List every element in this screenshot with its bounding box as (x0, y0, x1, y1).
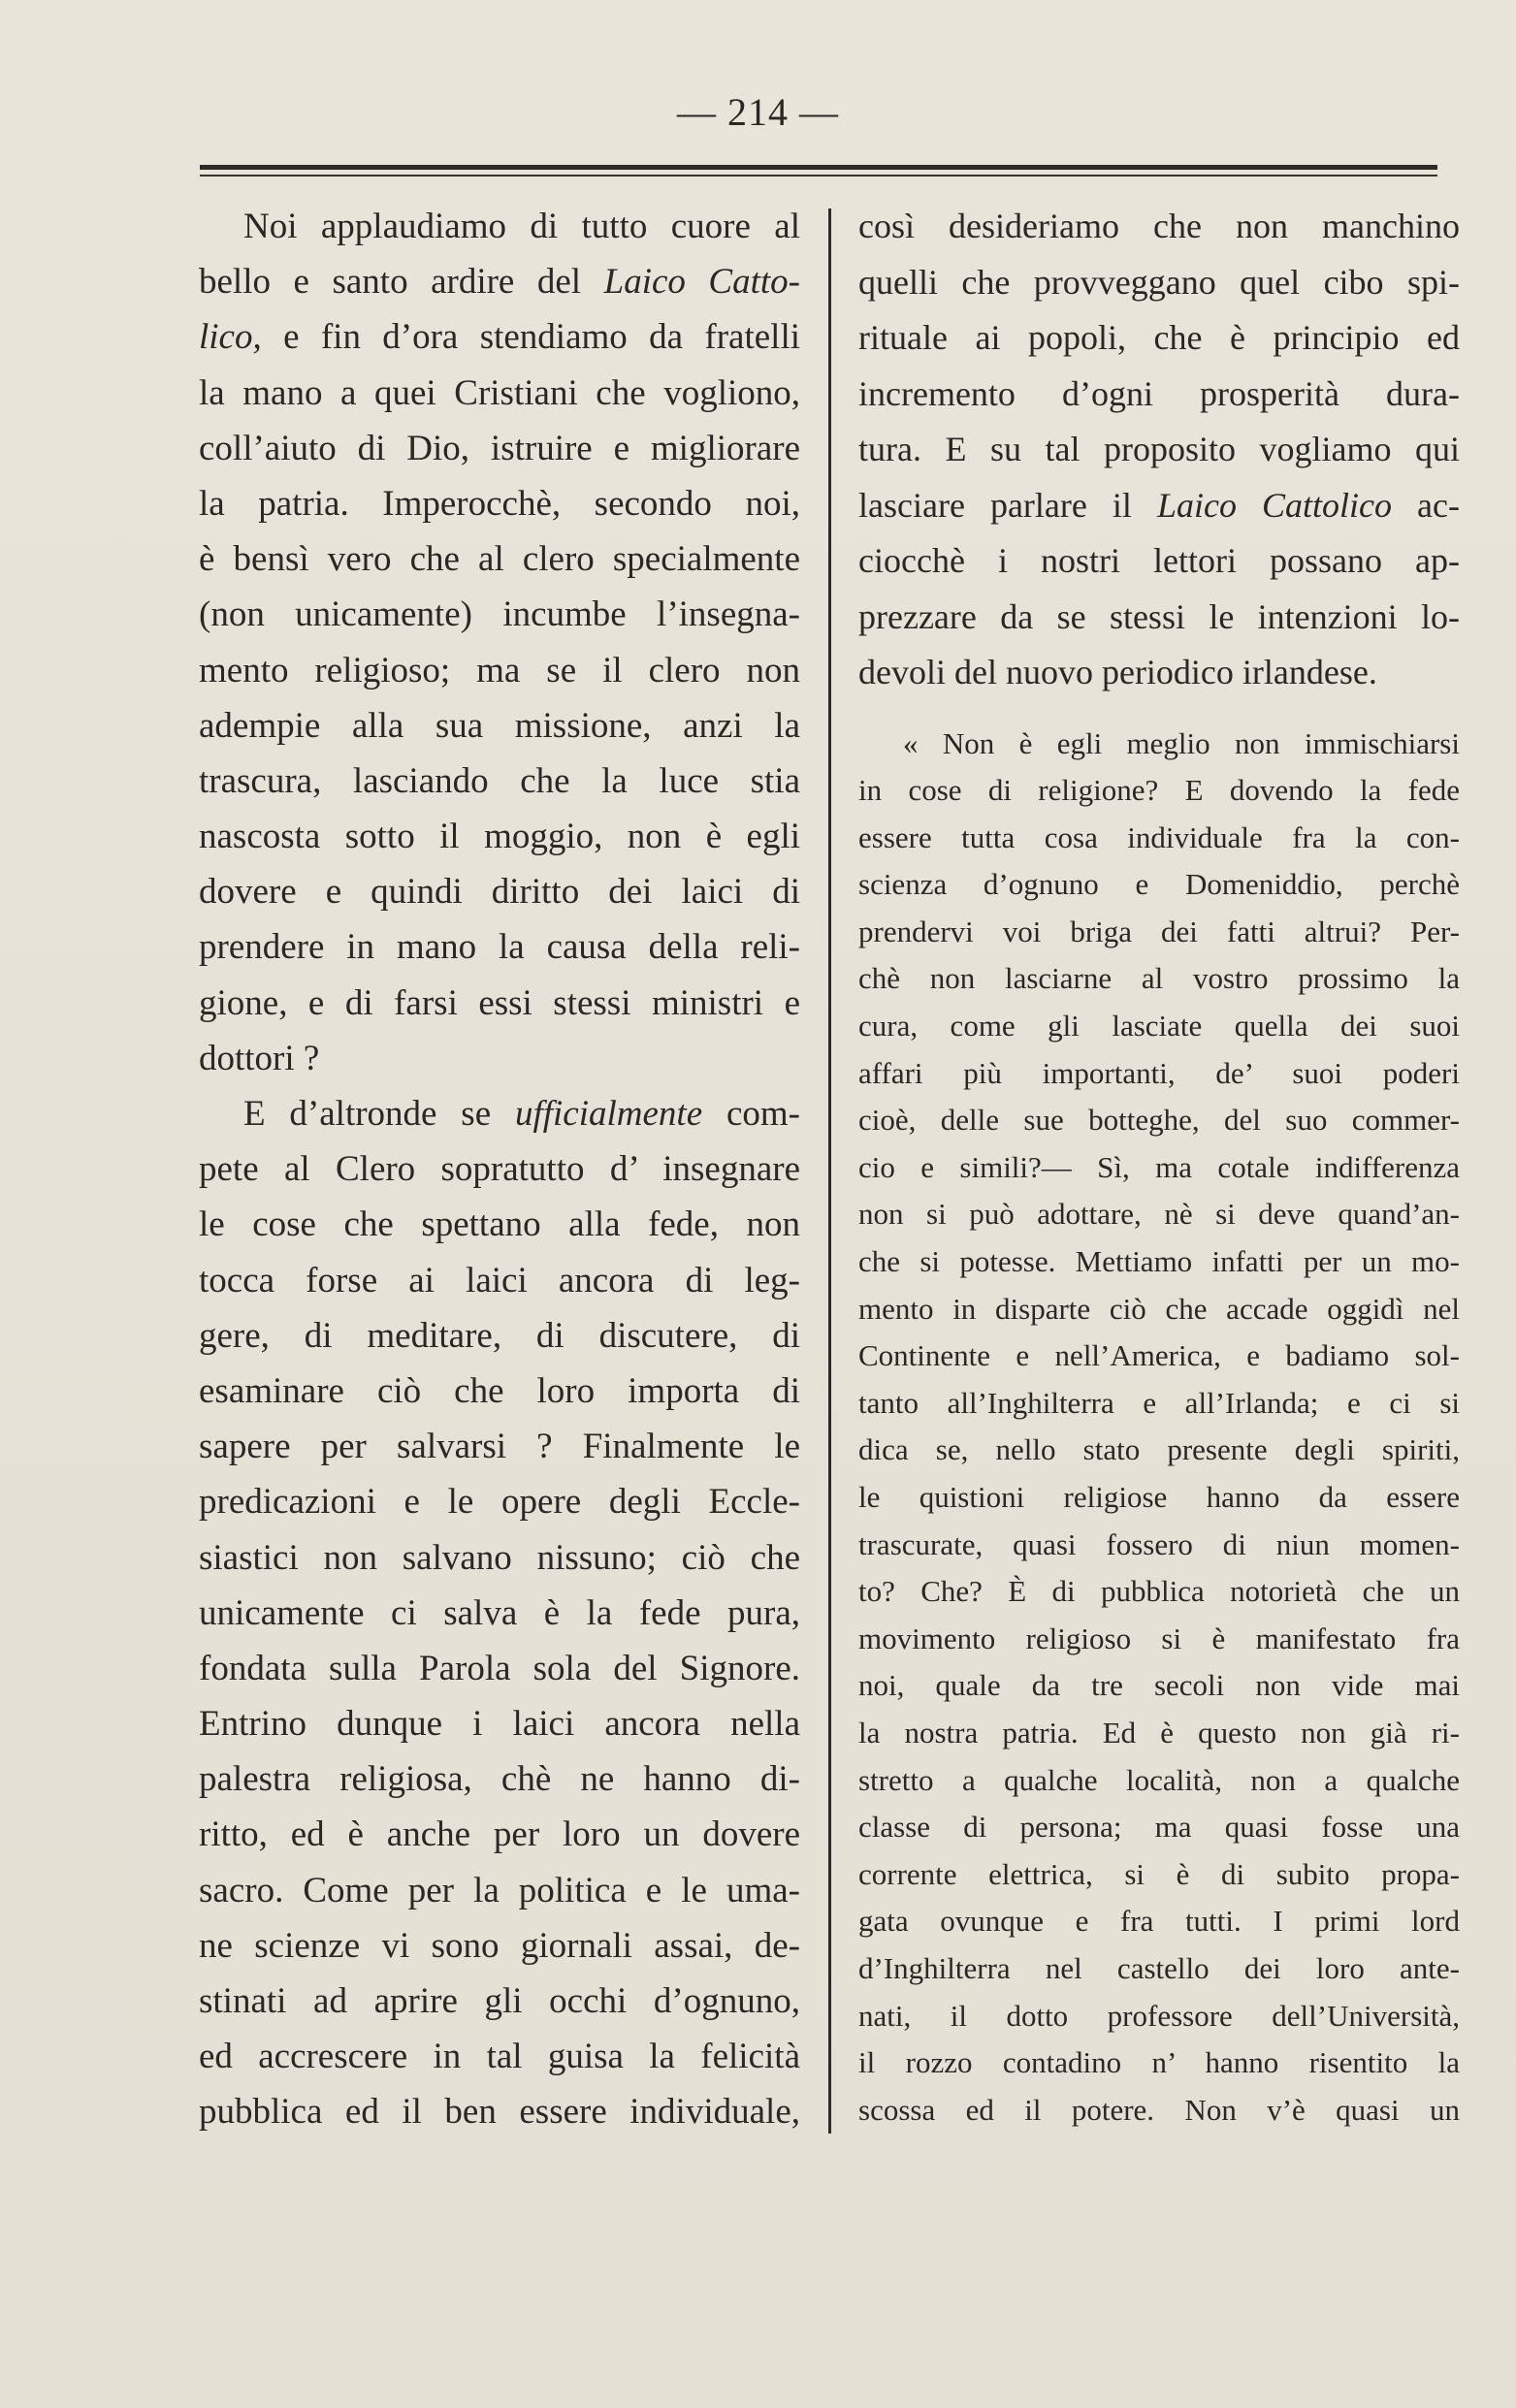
line-text: trascurate, quasi fossero di niun momen- (858, 1526, 1460, 1561)
text-line (858, 2039, 1460, 2087)
line-text: nascosta sotto il moggio, non è egli (199, 817, 800, 857)
text-line (199, 809, 800, 864)
text-line (858, 909, 1460, 956)
text-line (199, 1863, 800, 1918)
text-line (858, 1380, 1460, 1428)
line-text: mento in disparte ciò che accade oggidì nel (858, 1291, 1460, 1326)
line-text: le cose che spettano alla fede, non (199, 1204, 800, 1245)
text-line (199, 1308, 800, 1364)
line-text: gere, di meditare, di discutere, di (199, 1315, 800, 1356)
text-line (858, 478, 1460, 534)
text-line (858, 1898, 1460, 1945)
line-text: la patria. Imperocchè, secondo noi, (199, 483, 800, 524)
text-line (858, 1522, 1460, 1569)
text-line (858, 1757, 1460, 1805)
text-line (858, 1003, 1460, 1050)
text-line (858, 533, 1460, 590)
text-line (199, 1086, 800, 1141)
text-line (199, 199, 800, 254)
line-text: prezzare da se stessi le intenzioni lo- (858, 596, 1460, 636)
line-text: che si potesse. Mettiamo infatti per un mo- (858, 1244, 1460, 1279)
line-text: movimento religioso si è manifestato fra (858, 1621, 1460, 1655)
line-text: adempie alla sua missione, anzi la (199, 705, 800, 746)
text-line (858, 2087, 1460, 2135)
line-text: tocca forse ai laici ancora di leg- (199, 1260, 800, 1300)
text-line (858, 1332, 1460, 1380)
line-text: sacro. Come per la politica e le uma- (199, 1870, 800, 1910)
text-line (858, 1097, 1460, 1144)
text-line (199, 919, 800, 975)
line-text: com- (702, 1094, 800, 1134)
text-line (858, 1945, 1460, 1993)
text-line (199, 531, 800, 587)
line-text: pubblica ed il ben essere individuale, (199, 2092, 800, 2133)
text-line (199, 2084, 800, 2139)
line-text: rituale ai popoli, che è principio ed (858, 318, 1460, 357)
text-line (199, 1197, 800, 1252)
text-line (199, 421, 800, 476)
line-text: tura. E su tal proposito vogliamo qui (858, 430, 1460, 468)
line-text: gione, e di farsi essi stessi ministri e (199, 982, 800, 1023)
line-text: Continente e nell’America, e badiamo sol- (858, 1338, 1460, 1373)
text-line (858, 815, 1460, 862)
left-column (199, 199, 800, 2140)
line-text: fondata sulla Parola sola del Signore. (199, 1648, 800, 1688)
text-line (858, 1851, 1460, 1899)
line-text: dica se, nello stato presente degli spiriti, (858, 1432, 1460, 1467)
text-line (858, 199, 1460, 255)
line-text: ritto, ed è anche per loro un dovere (199, 1814, 800, 1855)
text-line (199, 476, 800, 531)
line-text: pete al Clero sopratutto d’ insegnare (199, 1149, 800, 1190)
text-line (858, 767, 1460, 815)
text-line (858, 1427, 1460, 1474)
line-text: nati, il dotto professore dell’Università, (858, 1998, 1460, 2033)
right-column-intro (858, 199, 1460, 701)
line-text: lasciare parlare il (858, 485, 1157, 525)
line-text: predicazioni e le opere degli Eccle- (199, 1482, 800, 1523)
text-line (858, 1286, 1460, 1333)
line-text: in cose di religione? E dovendo la fede (858, 773, 1460, 808)
line-text: d’Inghilterra nel castello dei loro ante- (858, 1950, 1460, 1985)
text-line (858, 310, 1460, 367)
line-text: gata ovunque e fra tutti. I primi lord (858, 1904, 1460, 1939)
line-text: prendere in mano la causa della reli- (199, 927, 800, 968)
text-line (199, 864, 800, 919)
line-text: corrente elettrica, si è di subito propa- (858, 1856, 1460, 1891)
text-line (858, 1710, 1460, 1757)
line-text: devoli del nuovo periodico irlandese. (858, 653, 1377, 691)
line-text: palestra religiosa, chè ne hanno di- (199, 1759, 800, 1800)
line-text: mento religioso; ma se il clero non (199, 650, 800, 690)
line-text: esaminare ciò che loro importa di (199, 1370, 800, 1411)
line-text: Noi applaudiamo di tutto cuore al (243, 207, 800, 246)
line-text: stretto a qualche località, non a qualche (858, 1762, 1460, 1797)
line-text: E d’altronde se (243, 1094, 515, 1134)
right-column (858, 199, 1460, 2134)
line-text: chè non lasciarne al vostro prossimo la (858, 961, 1460, 996)
line-text: è bensì vero che al clero specialmente (199, 539, 800, 580)
text-line (199, 1530, 800, 1586)
text-line (199, 1696, 800, 1751)
text-line (858, 367, 1460, 423)
text-line (199, 1974, 800, 2029)
line-text: classe di persona; ma quasi fosse una (858, 1810, 1460, 1845)
text-line (858, 721, 1460, 768)
line-text: scossa ed il potere. Non v’è quasi un (858, 2092, 1460, 2127)
line-text: unicamente ci salva è la fede pura, (199, 1592, 800, 1633)
line-text: dovere e quindi diritto dei laici di (199, 872, 800, 913)
text-line (199, 698, 800, 754)
text-line (199, 1641, 800, 1696)
line-text: ac- (1392, 485, 1461, 525)
text-line (199, 587, 800, 642)
column-divider (828, 209, 831, 2134)
text-line (858, 955, 1460, 1003)
text-line (858, 1616, 1460, 1663)
italic-title: Laico Cattolico (1156, 485, 1393, 525)
line-text: la mano a quei Cristiani che vogliono, (199, 372, 800, 413)
line-text: ne scienze vi sono giornali assai, de- (199, 1925, 800, 1966)
text-line (858, 1804, 1460, 1851)
text-line (858, 1568, 1460, 1616)
line-text: coll’aiuto di Dio, istruire e migliorare (199, 428, 800, 468)
line-text: noi, quale da tre secoli non vide mai (858, 1668, 1460, 1703)
line-text: to? Che? È di pubblica notorietà che un (858, 1574, 1460, 1609)
text-line (199, 1364, 800, 1419)
text-line (858, 1662, 1460, 1710)
text-line (858, 1050, 1460, 1098)
text-line (858, 1238, 1460, 1286)
text-line (199, 1807, 800, 1862)
line-text: ciocchè i nostri lettori possano ap- (858, 541, 1460, 580)
line-text: cio e simili?— Sì, ma cotale indifferenza (858, 1149, 1460, 1184)
line-text: prendervi voi briga dei fatti altrui? Per- (858, 914, 1460, 948)
text-line (858, 422, 1460, 478)
header-rule-thin (200, 175, 1437, 177)
italic-title: Laico Catto- (603, 262, 800, 303)
text-line (858, 861, 1460, 909)
right-column-quote (858, 721, 1460, 2135)
text-line (199, 1918, 800, 1974)
line-text: dottori ? (199, 1038, 320, 1078)
page-number: — 214 — (677, 90, 839, 134)
line-text: Entrino dunque i laici ancora nella (199, 1704, 800, 1745)
line-text: sapere per salvarsi ? Finalmente le (199, 1427, 800, 1467)
line-text: scienza d’ognuno e Domeniddio, perchè (858, 867, 1460, 902)
line-text: cura, come gli lasciate quella dei suoi (858, 1009, 1460, 1043)
line-text: quelli che provveggano quel cibo spi- (858, 262, 1460, 302)
line-text: stinati ad aprire gli occhi d’ognuno, (199, 1981, 800, 2021)
text-line (199, 2029, 800, 2084)
line-text: cioè, delle sue botteghe, del suo commer- (858, 1103, 1460, 1138)
text-line (858, 255, 1460, 311)
text-line (199, 254, 800, 309)
italic-title: ufficialmente (514, 1094, 703, 1134)
text-line (199, 1586, 800, 1641)
italic-title: lico, (199, 317, 262, 358)
text-line (199, 1141, 800, 1197)
line-text: « Non è egli meglio non immischiarsi (903, 725, 1460, 760)
line-text: essere tutta cosa individuale fra la con- (858, 819, 1460, 854)
text-line (199, 976, 800, 1031)
text-line (199, 1751, 800, 1807)
text-line (858, 1474, 1460, 1522)
text-line (199, 1474, 800, 1529)
line-text: le quistioni religiose hanno da essere (858, 1480, 1460, 1514)
line-text: la nostra patria. Ed è questo non già ri- (858, 1715, 1460, 1750)
line-text: siastici non salvano nissuno; ciò che (199, 1537, 800, 1578)
text-line (858, 645, 1460, 701)
line-text: incremento d’ogni prosperità dura- (858, 373, 1460, 413)
line-text: (non unicamente) incumbe l’insegna- (199, 594, 800, 635)
line-text: e fin d’ora stendiamo da fratelli (261, 317, 800, 358)
line-text: tanto all’Inghilterra e all’Irlanda; e ci si (858, 1385, 1460, 1420)
line-text: il rozzo contadino n’ hanno risentito la (858, 2045, 1460, 2080)
line-text: ed accrescere in tal guisa la felicità (199, 2037, 800, 2077)
line-text: affari più importanti, de’ suoi poderi (858, 1055, 1460, 1090)
text-line (199, 1253, 800, 1308)
line-text: non si può adottare, nè si deve quand’an- (858, 1197, 1460, 1232)
text-line (199, 643, 800, 698)
text-line (199, 754, 800, 809)
text-line (858, 590, 1460, 646)
text-line (858, 1191, 1460, 1238)
text-line (199, 309, 800, 365)
line-text: trascura, lasciando che la luce stia (199, 760, 800, 801)
text-line (199, 1031, 800, 1086)
line-text: bello e santo ardire del (199, 262, 604, 303)
text-line (199, 1419, 800, 1474)
line-text: così desideriamo che non manchino (858, 207, 1460, 245)
text-line (199, 366, 800, 421)
header-rule-thick (200, 165, 1437, 170)
text-line (858, 1993, 1460, 2040)
paragraph-gap (858, 701, 1460, 721)
text-line (858, 1144, 1460, 1192)
